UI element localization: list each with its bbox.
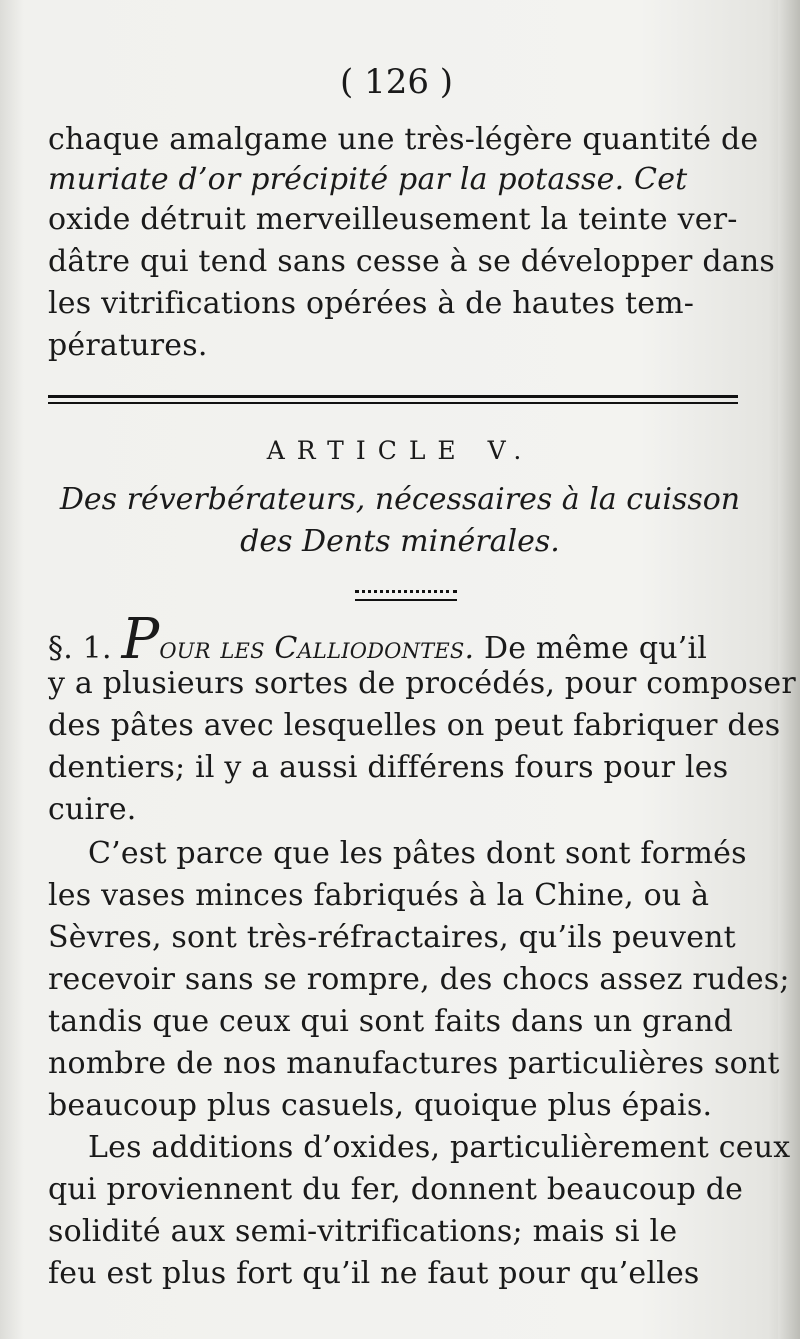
section-first-line	[48, 607, 708, 672]
text-line: solidité aux semi-vitrifications; mais si le	[48, 1214, 678, 1249]
text-line: Les additions d’oxides, particulièrement ceux	[88, 1130, 791, 1165]
text-line: qui proviennent du fer, donnent beaucoup de	[48, 1172, 744, 1207]
section-dropcap: P	[121, 607, 160, 672]
text-line: oxide détruit merveilleusement la teinte ver-	[48, 202, 738, 237]
page-number: ( 126 )	[340, 62, 454, 102]
text-line: muriate d’or précipité par la potasse. Cet	[48, 162, 688, 197]
text-line: dâtre qui tend sans cesse à se développer dans	[48, 244, 775, 279]
article-subtitle-line-1: Des réverbérateurs, nécessaires à la cuisson	[59, 482, 741, 517]
text-line: recevoir sans se rompre, des chocs assez rudes;	[48, 962, 790, 997]
text-line: les vitrifications opérées à de hautes tem-	[48, 286, 695, 321]
text-line: Sèvres, sont très-réfractaires, qu’ils peuvent	[48, 920, 736, 955]
section-title: our les Calliodontes.	[159, 631, 475, 666]
text-line: dentiers; il y a aussi différens fours pour les	[48, 750, 729, 785]
text-line: y a plusieurs sortes de procédés, pour composer	[48, 666, 796, 701]
text-line: C’est parce que les pâtes dont sont formés	[88, 836, 747, 871]
section-number: §. 1.	[48, 631, 112, 666]
text-line: des pâtes avec lesquelles on peut fabriquer des	[48, 708, 781, 743]
article-heading: ARTICLE V.	[266, 436, 534, 465]
ornamental-divider	[355, 590, 457, 601]
text-line: beaucoup plus casuels, quoique plus épais.	[48, 1088, 713, 1123]
text-line: les vases minces fabriqués à la Chine, ou à	[48, 878, 710, 913]
text-line: tandis que ceux qui sont faits dans un grand	[48, 1004, 734, 1039]
article-subtitle-line-2: des Dents minérales.	[240, 524, 560, 559]
section-line-rest: De même qu’il	[483, 631, 708, 666]
text-line: nombre de nos manufactures particulières sont	[48, 1046, 780, 1081]
text-line: pératures.	[48, 328, 208, 363]
text-line: cuire.	[48, 792, 137, 827]
double-rule-bottom	[48, 402, 738, 404]
double-rule-top	[48, 395, 738, 398]
text-line: feu est plus fort qu’il ne faut pour qu’elles	[48, 1256, 700, 1291]
text-line: chaque amalgame une très-légère quantité de	[48, 122, 759, 157]
